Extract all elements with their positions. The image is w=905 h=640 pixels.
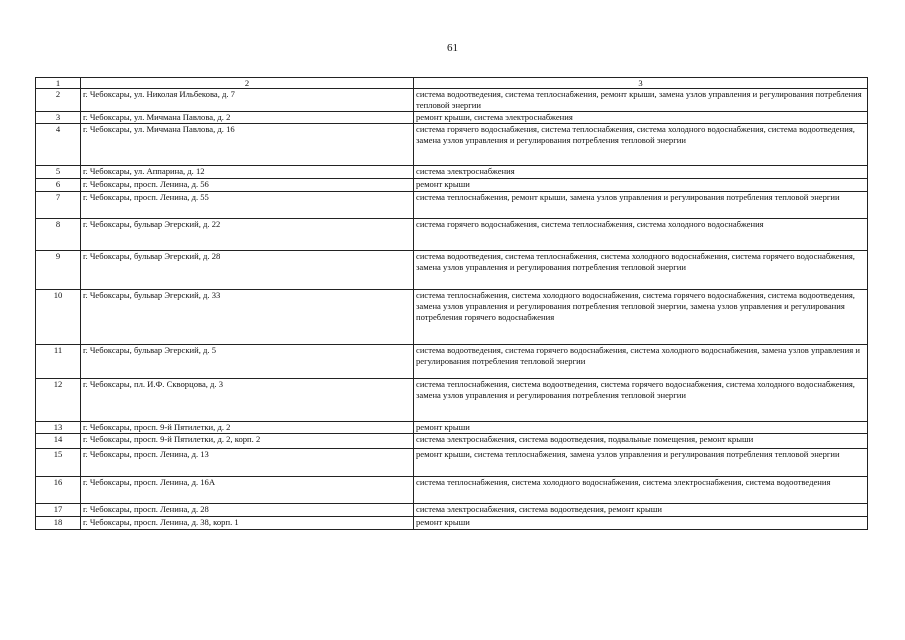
- table-row: [36, 166, 868, 179]
- works-cell: система теплоснабжения, система холодного водоснабжения, система горячего водоснабжения, система водоотведения, замена узлов управления и регулирования потребления тепловой энергии, замена узлов управления и регулирования потребления горячего водоснабжения: [414, 290, 868, 345]
- works-cell: ремонт крыши: [414, 179, 868, 192]
- works-cell: система электроснабжения, система водоотведения, подвальные помещения, ремонт крыши: [414, 434, 868, 449]
- works-cell: ремонт крыши, система электроснабжения: [414, 112, 868, 124]
- row-number: 2: [36, 89, 81, 112]
- row-number: 15: [36, 449, 81, 477]
- works-cell: система теплоснабжения, ремонт крыши, замена узлов управления и регулирования потребления тепловой энергии: [414, 192, 868, 219]
- works-cell: система водоотведения, система теплоснабжения, система холодного водоснабжения, система горячего водоснабжения, замена узлов управления и регулирования потребления тепловой энергии: [414, 251, 868, 290]
- row-number: 5: [36, 166, 81, 179]
- row-number: 8: [36, 219, 81, 251]
- works-cell: ремонт крыши, система теплоснабжения, замена узлов управления и регулирования потребления тепловой энергии: [414, 449, 868, 477]
- table-row: [36, 517, 868, 530]
- address-cell: г. Чебоксары, ул. Николая Ильбекова, д. 7: [81, 89, 414, 112]
- table-row: [36, 219, 868, 251]
- row-number: 3: [36, 112, 81, 124]
- address-cell: г. Чебоксары, просп. Ленина, д. 38, корп. 1: [81, 517, 414, 530]
- row-number: 16: [36, 477, 81, 504]
- works-cell: система теплоснабжения, система водоотведения, система горячего водоснабжения, система холодного водоснабжения, замена узлов управления и регулирования потребления тепловой энергии: [414, 379, 868, 422]
- table-row: [36, 192, 868, 219]
- table-row: [36, 477, 868, 504]
- address-cell: г. Чебоксары, ул. Мичмана Павлова, д. 16: [81, 124, 414, 166]
- page-number: 61: [447, 42, 458, 54]
- row-number: 9: [36, 251, 81, 290]
- works-cell: система горячего водоснабжения, система теплоснабжения, система холодного водоснабжения: [414, 219, 868, 251]
- address-cell: г. Чебоксары, просп. Ленина, д. 55: [81, 192, 414, 219]
- row-number: 4: [36, 124, 81, 166]
- address-cell: г. Чебоксары, бульвар Эгерский, д. 5: [81, 345, 414, 379]
- column-number-1: 1: [36, 78, 81, 89]
- table-row: [36, 112, 868, 124]
- table-row: [36, 434, 868, 449]
- address-cell: г. Чебоксары, просп. Ленина, д. 16А: [81, 477, 414, 504]
- works-cell: система электроснабжения: [414, 166, 868, 179]
- address-cell: г. Чебоксары, пл. И.Ф. Скворцова, д. 3: [81, 379, 414, 422]
- address-cell: г. Чебоксары, просп. Ленина, д. 28: [81, 504, 414, 517]
- table-row: [36, 504, 868, 517]
- works-cell: система водоотведения, система горячего водоснабжения, система холодного водоснабжения, замена узлов управления и регулирования потребления тепловой энергии: [414, 345, 868, 379]
- table-row: [36, 251, 868, 290]
- row-number: 7: [36, 192, 81, 219]
- row-number: 18: [36, 517, 81, 530]
- row-number: 13: [36, 422, 81, 434]
- address-cell: г. Чебоксары, ул. Мичмана Павлова, д. 2: [81, 112, 414, 124]
- table-row: [36, 179, 868, 192]
- row-number: 14: [36, 434, 81, 449]
- works-cell: ремонт крыши: [414, 517, 868, 530]
- column-number-3: 3: [414, 78, 868, 89]
- column-number-2: 2: [81, 78, 414, 89]
- address-cell: г. Чебоксары, просп. 9-й Пятилетки, д. 2: [81, 422, 414, 434]
- table-row: [36, 379, 868, 422]
- works-cell: система теплоснабжения, система холодного водоснабжения, система электроснабжения, система водоотведения: [414, 477, 868, 504]
- address-cell: г. Чебоксары, ул. Аппарина, д. 12: [81, 166, 414, 179]
- works-cell: система водоотведения, система теплоснабжения, ремонт крыши, замена узлов управления и регулирования потребления тепловой энергии: [414, 89, 868, 112]
- address-cell: г. Чебоксары, просп. Ленина, д. 13: [81, 449, 414, 477]
- table-row: [36, 124, 868, 166]
- repair-works-table: [35, 77, 868, 530]
- works-cell: система горячего водоснабжения, система теплоснабжения, система холодного водоснабжения, система водоотведения, замена узлов управления и регулирования потребления тепловой энергии: [414, 124, 868, 166]
- row-number: 11: [36, 345, 81, 379]
- row-number: 17: [36, 504, 81, 517]
- column-number-row: [36, 78, 868, 89]
- row-number: 10: [36, 290, 81, 345]
- row-number: 6: [36, 179, 81, 192]
- address-cell: г. Чебоксары, бульвар Эгерский, д. 22: [81, 219, 414, 251]
- address-cell: г. Чебоксары, просп. 9-й Пятилетки, д. 2, корп. 2: [81, 434, 414, 449]
- table-row: [36, 449, 868, 477]
- address-cell: г. Чебоксары, бульвар Эгерский, д. 28: [81, 251, 414, 290]
- address-cell: г. Чебоксары, просп. Ленина, д. 56: [81, 179, 414, 192]
- works-cell: ремонт крыши: [414, 422, 868, 434]
- table-row: [36, 422, 868, 434]
- address-cell: г. Чебоксары, бульвар Эгерский, д. 33: [81, 290, 414, 345]
- table-row: [36, 89, 868, 112]
- table-row: [36, 345, 868, 379]
- table-row: [36, 290, 868, 345]
- works-cell: система электроснабжения, система водоотведения, ремонт крыши: [414, 504, 868, 517]
- row-number: 12: [36, 379, 81, 422]
